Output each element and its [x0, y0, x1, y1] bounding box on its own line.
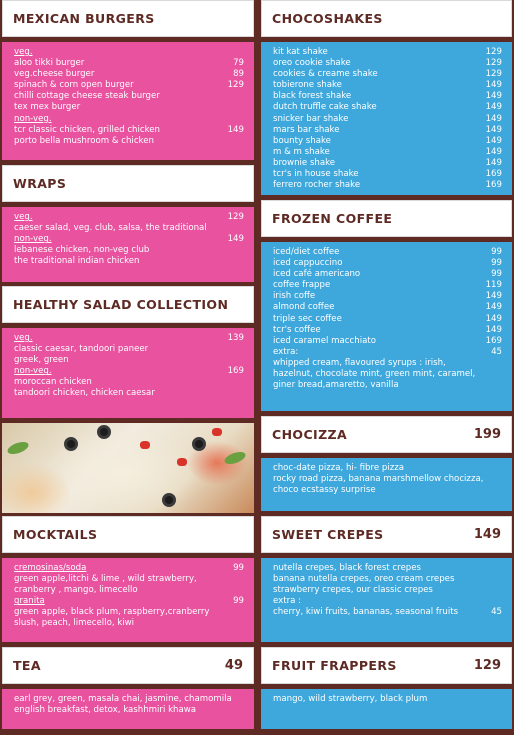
menu-item: [273, 380, 502, 391]
menu-item: [273, 302, 502, 313]
menu-item: [14, 80, 244, 91]
menu-item-price: 149: [485, 135, 502, 146]
menu-item-name: tandoori chicken, chicken caesar: [14, 388, 155, 399]
tea-price: 49: [224, 658, 243, 673]
menu-item: [14, 333, 244, 344]
menu-item-price: 149: [485, 102, 502, 113]
menu-item: [14, 585, 244, 596]
menu-item: [273, 314, 502, 325]
crepes-title: SWEET CREPES: [272, 527, 384, 542]
menu-category-label: cremosinas/soda: [14, 563, 87, 573]
tea-list: [2, 689, 254, 729]
menu-item: [273, 291, 502, 302]
salad-header: [2, 286, 254, 323]
menu-item-name: veg.cheese burger: [14, 69, 95, 80]
menu-item-name: strawberry crepes, our classic crepes: [273, 585, 433, 596]
tea-title: TEA: [13, 658, 41, 673]
crepes-header: [261, 516, 512, 553]
menu-item-name: kit kat shake: [273, 47, 328, 57]
menu-item-price: 129: [227, 212, 244, 222]
menu-item-name: tobierone shake: [273, 80, 342, 91]
menu-item-name: cherry, kiwi fruits, bananas, seasonal fruits: [273, 607, 459, 618]
menu-item-price: 149: [485, 324, 502, 335]
frappers-header: [261, 647, 512, 684]
menu-item-name: mars bar shake: [273, 124, 340, 135]
menu-item: [14, 69, 244, 80]
menu-item-name: extra :: [273, 596, 302, 607]
menu-item: [273, 563, 502, 574]
menu-item: [14, 47, 244, 58]
menu-item: [273, 596, 502, 607]
menu-category-label: non-veg.: [14, 113, 52, 124]
wraps-header: [2, 165, 254, 202]
menu-item-name: nutella crepes, black forest crepes: [273, 563, 421, 573]
coffee-header: [261, 200, 512, 237]
menu-item: [273, 158, 502, 169]
menu-item: [14, 607, 244, 618]
menu-item: [273, 585, 502, 596]
menu-item-name: m & m shake: [273, 146, 330, 157]
menu-item: [14, 58, 244, 69]
menu-item: [273, 136, 502, 147]
menu-item-price: 169: [485, 335, 502, 346]
menu-item: [273, 169, 502, 180]
menu-item-name: irish coffe: [273, 291, 316, 302]
menu-category-label: veg.: [14, 47, 33, 57]
frappers-list: [261, 689, 512, 729]
menu-item: [14, 212, 244, 223]
menu-item: [14, 256, 244, 267]
menu-item-price: 45: [491, 607, 502, 618]
menu-item-name: oreo cookie shake: [273, 58, 351, 69]
menu-item: [14, 102, 244, 113]
menu-item-name: green apple, black plum, raspberry,cranberry: [14, 607, 210, 618]
menu-item: [14, 223, 244, 234]
menu-item-name: banana nutella crepes, oreo cream crepes: [273, 574, 455, 585]
menu-item: [273, 369, 502, 380]
menu-item-name: black forest shake: [273, 91, 352, 102]
menu-item-price: 99: [491, 247, 502, 257]
menu-item-price: 129: [485, 58, 502, 69]
menu-item-name: the traditional indian chicken: [14, 256, 140, 267]
menu-item-price: 149: [485, 124, 502, 135]
menu-item-name: cookies & creame shake: [273, 69, 378, 80]
burgers-header: [2, 0, 254, 37]
shakes-title: CHOCOSHAKES: [272, 11, 383, 26]
menu-item-price: 89: [233, 69, 244, 80]
menu-item: [273, 91, 502, 102]
menu-item: [273, 358, 502, 369]
menu-item: [14, 377, 244, 388]
menu-item: [14, 344, 244, 355]
menu-item-price: 149: [485, 157, 502, 168]
wraps-list: [2, 207, 254, 282]
menu-item-name: snicker bar shake: [273, 113, 349, 124]
menu-item-name: hazelnut, chocolate mint, green mint, caramel,: [273, 369, 476, 380]
menu-item-price: 99: [491, 269, 502, 280]
menu-item: [14, 114, 244, 125]
mocktails-title: MOCKTAILS: [13, 527, 98, 542]
salad-photo: [2, 423, 254, 513]
chocizza-header: [261, 416, 512, 453]
menu-item-price: 149: [485, 113, 502, 124]
menu-item-price: 149: [485, 291, 502, 302]
menu-item: [14, 366, 244, 377]
tea-header: [2, 647, 254, 684]
menu-item: [273, 347, 502, 358]
menu-item-name: caeser salad, veg. club, salsa, the traditional: [14, 223, 207, 234]
menu-item: [14, 574, 244, 585]
menu-item-price: 149: [485, 80, 502, 91]
menu-item-name: ferrero rocher shake: [273, 180, 361, 191]
menu-item-name: greek, green: [14, 355, 69, 366]
menu-item: [273, 474, 502, 485]
menu-item: [14, 618, 244, 629]
menu-item: [273, 114, 502, 125]
menu-item: [273, 574, 502, 585]
menu-item: [273, 607, 502, 618]
menu-item-price: 169: [227, 366, 244, 377]
menu-item: [273, 269, 502, 280]
menu-item: [14, 91, 244, 102]
menu-category-label: non-veg.: [14, 234, 52, 245]
menu-item: [14, 234, 244, 245]
menu-item-name: iced caramel macchiato: [273, 335, 376, 346]
menu-item-price: 45: [491, 346, 502, 357]
menu-item: [273, 247, 502, 258]
menu-item-price: 139: [227, 333, 244, 343]
menu-item-name: dutch truffle cake shake: [273, 102, 377, 113]
menu-item: [14, 563, 244, 574]
menu-item: [273, 147, 502, 158]
menu-item-name: tcr classic chicken, grilled chicken: [14, 124, 161, 135]
menu-item: [273, 694, 502, 705]
menu-item-name: spinach & corn open burger: [14, 80, 134, 91]
menu-item: [14, 125, 244, 136]
menu-item-price: 99: [233, 563, 244, 573]
menu-item-price: 149: [485, 302, 502, 313]
menu-item: [14, 355, 244, 366]
menu-item-price: 149: [485, 91, 502, 102]
menu-item-name: earl grey, green, masala chai, jasmine, chamomila: [14, 694, 232, 704]
menu-item: [14, 136, 244, 147]
shakes-header: [261, 0, 512, 37]
menu-item-name: slush, peach, limecello, kiwi: [14, 618, 135, 629]
menu-item: [14, 705, 244, 716]
wraps-title: WRAPS: [13, 176, 67, 191]
crepes-list: [261, 558, 512, 642]
menu-item-name: iced cappuccino: [273, 258, 343, 269]
salad-title: HEALTHY SALAD COLLECTION: [13, 297, 229, 312]
menu-item-name: tex mex burger: [14, 102, 81, 113]
menu-item: [14, 596, 244, 607]
menu-item-price: 129: [485, 69, 502, 80]
menu-item-name: porto bella mushroom & chicken: [14, 135, 154, 146]
menu-item: [273, 125, 502, 136]
menu-item: [273, 58, 502, 69]
menu-category-label: veg.: [14, 333, 33, 343]
menu-item-name: lebanese chicken, non-veg club: [14, 245, 150, 256]
menu-item: [14, 245, 244, 256]
menu-item-price: 99: [233, 596, 244, 607]
burgers-list: [2, 42, 254, 160]
menu-category-label: non-veg.: [14, 366, 52, 377]
frappers-title: FRUIT FRAPPERS: [272, 658, 397, 673]
menu-item-name: whipped cream, flavoured syrups : irish,: [273, 357, 446, 368]
menu-item-name: tcr's coffee: [273, 324, 321, 335]
menu-item-name: classic caesar, tandoori paneer: [14, 344, 149, 355]
menu-item-price: 129: [227, 80, 244, 91]
menu-item-name: moroccan chicken: [14, 377, 92, 388]
menu-item-name: choc-date pizza, hi- fibre pizza: [273, 463, 404, 473]
menu-item-name: choco ecstassy surprise: [273, 485, 376, 496]
chocizza-list: [261, 458, 512, 511]
menu-item-name: green apple,litchi & lime , wild strawberry,: [14, 574, 197, 585]
menu-item: [273, 485, 502, 496]
menu-item-price: 99: [491, 258, 502, 269]
menu-item-name: triple sec coffee: [273, 313, 342, 324]
crepes-price: 149: [473, 527, 501, 542]
menu-item: [273, 258, 502, 269]
menu-item-name: almond coffee: [273, 302, 335, 313]
salad-list: [2, 328, 254, 418]
menu-item-name: brownie shake: [273, 157, 336, 168]
burgers-title: MEXICAN BURGERS: [13, 11, 155, 26]
menu-item-name: bounty shake: [273, 135, 331, 146]
menu-item: [273, 463, 502, 474]
menu-item-name: rocky road pizza, banana marshmellow chocizza,: [273, 474, 484, 485]
menu-item: [273, 47, 502, 58]
frappers-price: 129: [473, 658, 501, 673]
menu-item-price: 129: [485, 47, 502, 57]
menu-item-price: 169: [485, 180, 502, 191]
chocizza-title: CHOCIZZA: [272, 427, 348, 442]
menu-item-price: 119: [485, 280, 502, 291]
menu-item: [273, 280, 502, 291]
menu-item-name: cranberry , mango, limecello: [14, 585, 138, 596]
menu-item-name: english breakfast, detox, kashhmiri khawa: [14, 705, 197, 716]
menu-item: [273, 180, 502, 191]
menu-item: [273, 102, 502, 113]
chocizza-price: 199: [473, 427, 501, 442]
mocktails-header: [2, 516, 254, 553]
menu-item-price: 149: [227, 124, 244, 135]
menu-item-price: 79: [233, 58, 244, 69]
coffee-title: FROZEN COFFEE: [272, 211, 393, 226]
menu-item-name: iced/diet coffee: [273, 247, 340, 257]
menu-category-label: granita: [14, 596, 45, 607]
menu-item-price: 169: [485, 169, 502, 180]
menu-item-name: mango, wild strawberry, black plum: [273, 694, 428, 704]
menu-item-name: iced café americano: [273, 269, 361, 280]
menu-item-name: giner bread,amaretto, vanilla: [273, 380, 399, 391]
coffee-list: [261, 242, 512, 411]
shakes-list: [261, 42, 512, 195]
menu-item: [273, 69, 502, 80]
menu-item-price: 149: [485, 313, 502, 324]
menu-category-label: veg.: [14, 212, 33, 222]
mocktails-list: [2, 558, 254, 642]
menu-item: [273, 80, 502, 91]
menu-item: [273, 336, 502, 347]
menu-item-price: 149: [227, 234, 244, 245]
menu-item-name: extra:: [273, 346, 299, 357]
menu-item-name: coffee frappe: [273, 280, 331, 291]
menu-item: [14, 694, 244, 705]
menu-item: [14, 388, 244, 399]
menu-item: [273, 325, 502, 336]
menu-item-name: aloo tikki burger: [14, 58, 85, 69]
menu-item-price: 149: [485, 146, 502, 157]
menu-item-name: chilli cottage cheese steak burger: [14, 91, 160, 102]
menu-item-name: tcr's in house shake: [273, 169, 359, 180]
